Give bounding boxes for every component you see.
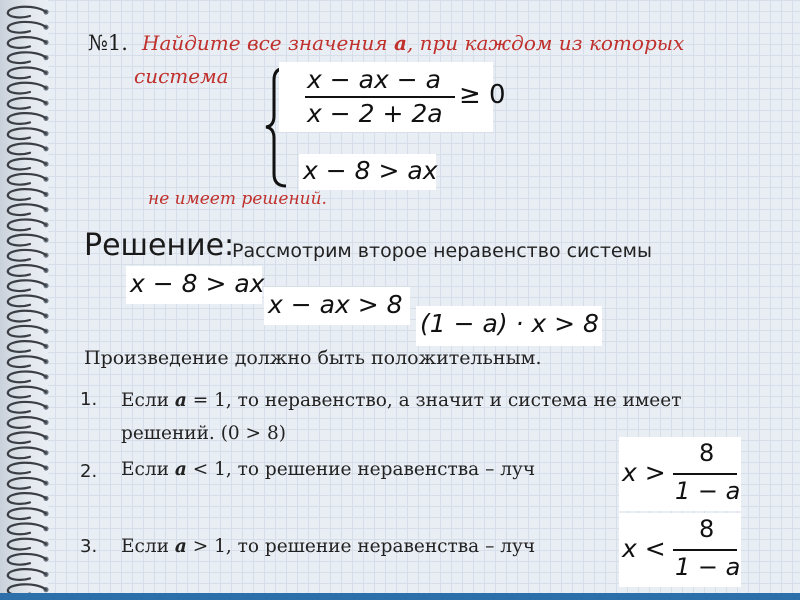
solution-step-1: x − 8 > ax — [126, 266, 262, 304]
case-1-text: Если а = 1, то неравенство, а значит и система не имеет — [121, 390, 682, 411]
fraction-bar — [673, 549, 737, 551]
case-3-number: 3. — [80, 536, 98, 557]
spiral-ring — [8, 448, 46, 459]
case-1-number: 1. — [80, 389, 98, 410]
variable-a: а — [174, 390, 187, 411]
spiral-ring — [8, 220, 46, 231]
solution-heading: Решение: — [84, 228, 235, 263]
problem-tail: не имеет решений. — [148, 189, 327, 209]
spiral-ring — [8, 478, 46, 489]
case-3-answer: x < 8 1 − a — [619, 513, 741, 587]
spiral-ring — [8, 7, 46, 18]
spiral-ring — [8, 402, 46, 413]
spiral-ring — [8, 68, 46, 79]
problem-statement-line2: система — [134, 64, 229, 88]
spiral-ring — [8, 508, 46, 519]
variable-a: а — [174, 536, 187, 557]
spiral-ring — [8, 280, 46, 291]
spiral-ring — [8, 387, 46, 398]
fraction-rhs: ≥ 0 — [459, 80, 506, 110]
problem-number: №1. — [88, 31, 128, 55]
spiral-ring — [8, 22, 46, 33]
spiral-ring — [8, 37, 46, 48]
fraction-bar — [673, 473, 737, 475]
variable-a: а — [393, 31, 407, 55]
spiral-ring — [8, 250, 46, 261]
spiral-ring — [8, 296, 46, 307]
spiral-ring — [8, 83, 46, 94]
spiral-ring — [8, 159, 46, 170]
spiral-ring — [8, 265, 46, 276]
spiral-ring — [8, 98, 46, 109]
spiral-ring — [8, 417, 46, 428]
spiral-ring — [8, 539, 46, 550]
problem-statement-line1: Найдите все значения а, при каждом из которых — [142, 31, 685, 55]
spiral-ring — [8, 326, 46, 337]
spiral-ring — [8, 52, 46, 63]
spiral-ring — [8, 524, 46, 535]
spiral-ring — [8, 356, 46, 367]
spiral-ring — [8, 204, 46, 215]
spiral-ring — [8, 113, 46, 124]
case-2-number: 2. — [80, 461, 98, 482]
fraction-bar — [305, 96, 455, 98]
spiral-ring — [8, 174, 46, 185]
spiral-ring — [8, 235, 46, 246]
solution-intro: Рассмотрим второе неравенство системы — [232, 240, 652, 262]
spiral-ring — [8, 372, 46, 383]
case-2-text: Если а < 1, то решение неравенства – луч — [121, 459, 536, 480]
bottom-bar — [0, 593, 800, 600]
case-3-text: Если а > 1, то решение неравенства – луч — [121, 536, 536, 557]
spiral-binding — [0, 0, 64, 600]
system-fraction-inequality — [279, 62, 506, 132]
product-note: Произведение должно быть положительным. — [84, 347, 542, 369]
fraction-denominator: x − 2 + 2a — [307, 99, 443, 128]
spiral-ring — [8, 341, 46, 352]
spiral-ring — [8, 554, 46, 565]
spiral-ring — [8, 189, 46, 200]
spiral-ring — [8, 128, 46, 139]
spiral-ring — [8, 463, 46, 474]
spiral-ring — [8, 569, 46, 580]
solution-step-2: x − ax > 8 — [264, 287, 410, 325]
system-second-inequality: x − 8 > ax — [299, 154, 436, 190]
variable-a: а — [174, 459, 187, 480]
fraction-numerator: x − ax − a — [307, 65, 441, 94]
spiral-ring — [8, 144, 46, 155]
spiral-ring — [8, 311, 46, 322]
case-2-answer: x > 8 1 − a — [619, 437, 741, 511]
spiral-ring — [8, 493, 46, 504]
spiral-ring — [8, 432, 46, 443]
solution-step-3: (1 − a) · x > 8 — [416, 306, 602, 346]
case-1-text-line2: решений. (0 > 8) — [121, 423, 286, 444]
